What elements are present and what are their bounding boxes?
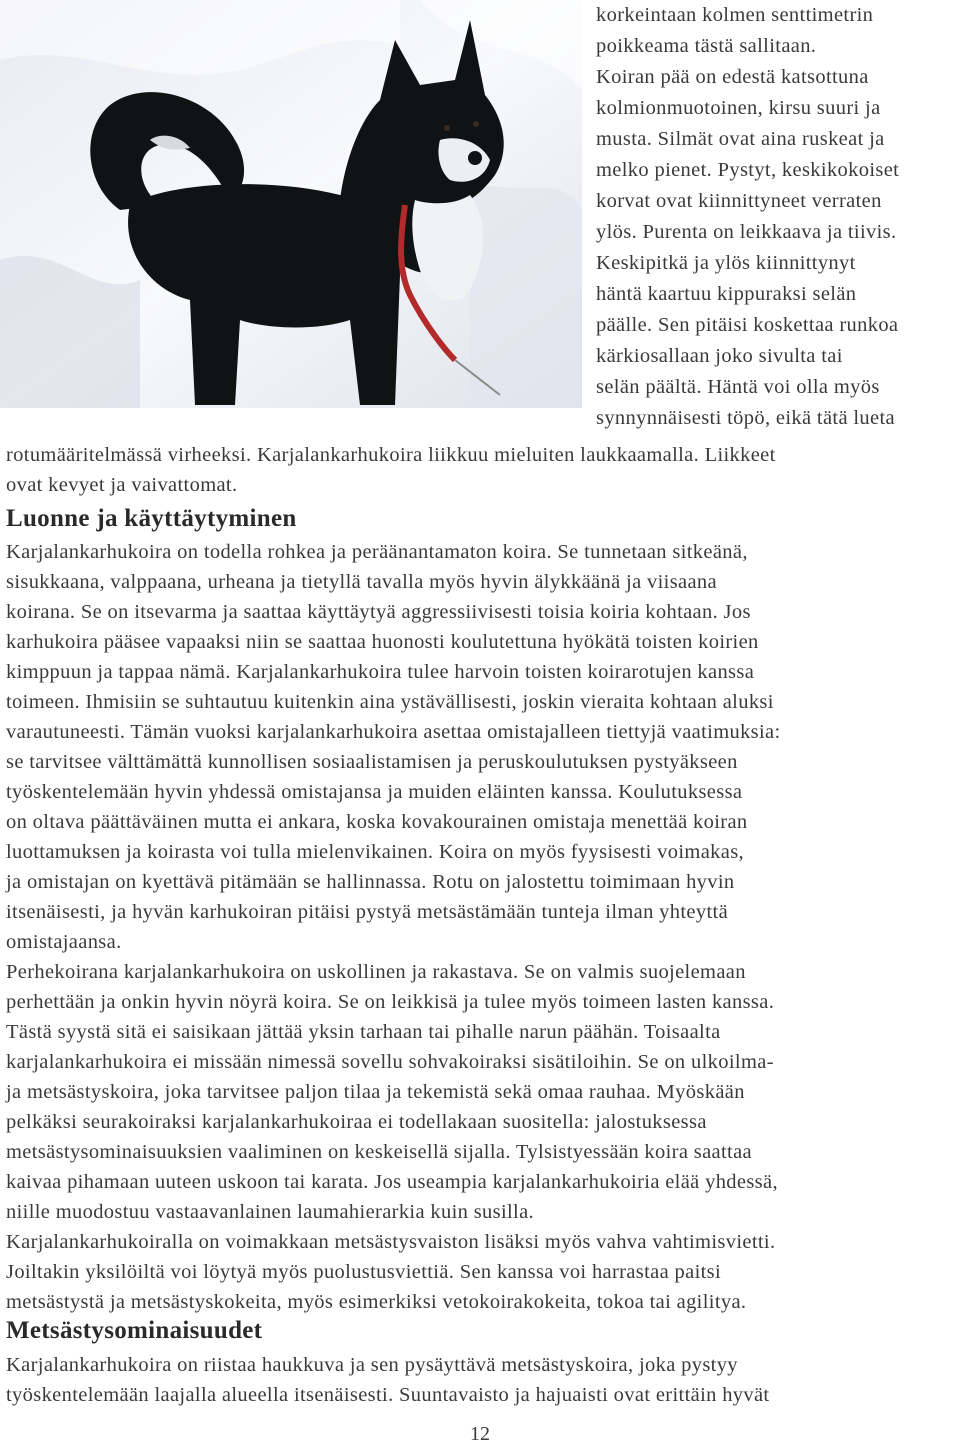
body-line: pelkäksi seurakoiraksi karjalankarhukoiraa ei todellakaan suositella: jalostuksessa: [6, 1111, 707, 1133]
body-line: Karjalankarhukoira on todella rohkea ja peräänantamaton koira. Se tunnetaan sitkeänä,: [6, 541, 748, 563]
body-line: koirana. Se on itsevarma ja saattaa käyttäytyä aggressiivisesti toisia koiria kohtaan. Jos: [6, 601, 751, 623]
intro-line: Keskipitkä ja ylös kiinnittynyt: [596, 252, 856, 274]
intro-line: kärkiosallaan joko sivulta tai: [596, 345, 843, 367]
intro-line: häntä kaartuu kippuraksi selän: [596, 283, 857, 305]
body-line: työskentelemään laajalla alueella itsenäisesti. Suuntavaisto ja hajuaisti ovat erittäin hyvät: [6, 1384, 770, 1406]
section-heading-metsastys: Metsästysominaisuudet: [6, 1317, 263, 1344]
page-number: 12: [470, 1423, 490, 1445]
body-line: kimppuun ja tappaa nämä. Karjalankarhukoira tulee harvoin toisten koirarotujen kanssa: [6, 661, 755, 683]
intro-line: poikkeama tästä sallitaan.: [596, 35, 817, 57]
intro-line: korkeintaan kolmen senttimetrin: [596, 4, 874, 26]
intro-line: musta. Silmät ovat aina ruskeat ja: [596, 128, 885, 150]
intro-line: kolmionmuotoinen, kirsu suuri ja: [596, 97, 881, 119]
body-line: Karjalankarhukoiralla on voimakkaan metsästysvaiston lisäksi myös vahva vahtimisvietti.: [6, 1231, 776, 1253]
body-line: karjalankarhukoira ei missään nimessä sovellu sohvakoiraksi sisätiloihin. Se on ulkoilma-: [6, 1051, 774, 1073]
body-line: varautuneesti. Tämän vuoksi karjalankarhukoira asettaa omistajalleen tiettyjä vaatimuksia:: [6, 721, 781, 743]
body-line: ja metsästyskoira, joka tarvitsee paljon tilaa ja tekemistä sekä omaa rauhaa. Myöskään: [6, 1081, 745, 1103]
body-line: omistajaansa.: [6, 931, 122, 953]
body-line: metsästysominaisuuksien vaaliminen on keskeisellä sijalla. Tylsistyessään koira saattaa: [6, 1141, 752, 1163]
body-line: ovat kevyet ja vaivattomat.: [6, 474, 238, 496]
body-line: Karjalankarhukoira on riistaa haukkuva ja sen pysäyttävä metsästyskoira, joka pystyy: [6, 1354, 738, 1376]
section-heading-luonne: Luonne ja käyttäytyminen: [6, 505, 297, 532]
body-line: työskentelemään hyvin yhdessä omistajansa ja muiden eläinten kanssa. Koulutuksessa: [6, 781, 743, 803]
body-line: metsästystä ja metsästyskokeita, myös esimerkiksi vetokoirakokeita, tokoa tai agilitya.: [6, 1291, 747, 1313]
dog-photo: [0, 0, 582, 408]
body-line: ja omistajan on kyettävä pitämään se hallinnassa. Rotu on jalostettu toimimaan hyvin: [6, 871, 735, 893]
body-line: rotumääritelmässä virheeksi. Karjalankarhukoira liikkuu mieluiten laukkaamalla. Liikkeet: [6, 444, 776, 466]
karelian-bear-dog-image: [0, 0, 582, 408]
body-line: Joiltakin yksilöiltä voi löytyä myös puolustusviettiä. Sen kanssa voi harrastaa paitsi: [6, 1261, 722, 1283]
body-line: niille muodostuu vastaavanlainen laumahierarkia kuin susilla.: [6, 1201, 535, 1223]
body-line: luottamuksen ja koirasta voi tulla mielenvikainen. Koira on myös fyysisesti voimakas,: [6, 841, 745, 863]
body-line: Perhekoirana karjalankarhukoira on uskollinen ja rakastava. Se on valmis suojelemaan: [6, 961, 746, 983]
intro-line: selän päältä. Häntä voi olla myös: [596, 376, 880, 398]
body-line: Tästä syystä sitä ei saisikaan jättää yksin tarhaan tai pihalle narun päähän. Toisaalta: [6, 1021, 721, 1043]
body-line: kaivaa pihamaan uuteen uskoon tai karata. Jos useampia karjalankarhukoiria elää yhdessä,: [6, 1171, 778, 1193]
body-line: se tarvitsee välttämättä kunnollisen sosiaalistamisen ja peruskoulutuksen pystyäkseen: [6, 751, 738, 773]
intro-line: ylös. Purenta on leikkaava ja tiivis.: [596, 221, 897, 243]
body-line: karhukoira pääsee vapaaksi niin se saattaa huonosti koulutettuna hyökätä toisten koirien: [6, 631, 759, 653]
body-line: sisukkaana, valppaana, urheana ja tietyllä tavalla myös hyvin älykkäänä ja viisaana: [6, 571, 717, 593]
body-line: itsenäisesti, ja hyvän karhukoiran pitäisi pystyä metsästämään tunteja ilman yhteyttä: [6, 901, 729, 923]
intro-line: synnynnäisesti töpö, eikä tätä lueta: [596, 407, 895, 429]
intro-line: korvat ovat kiinnittyneet verraten: [596, 190, 882, 212]
body-line: toimeen. Ihmisiin se suhtautuu kuitenkin aina ystävällisesti, joskin vieraita kohtaan aluksi: [6, 691, 774, 713]
body-line: on oltava päättäväinen mutta ei ankara, koska kovakourainen omistaja menettää koiran: [6, 811, 748, 833]
intro-line: melko pienet. Pystyt, keskikokoiset: [596, 159, 900, 181]
intro-line: Koiran pää on edestä katsottuna: [596, 66, 869, 88]
body-line: perhettään ja onkin hyvin nöyrä koira. Se on leikkisä ja tulee myös toimeen lasten kanssa.: [6, 991, 775, 1013]
intro-line: päälle. Sen pitäisi koskettaa runkoa: [596, 314, 899, 336]
